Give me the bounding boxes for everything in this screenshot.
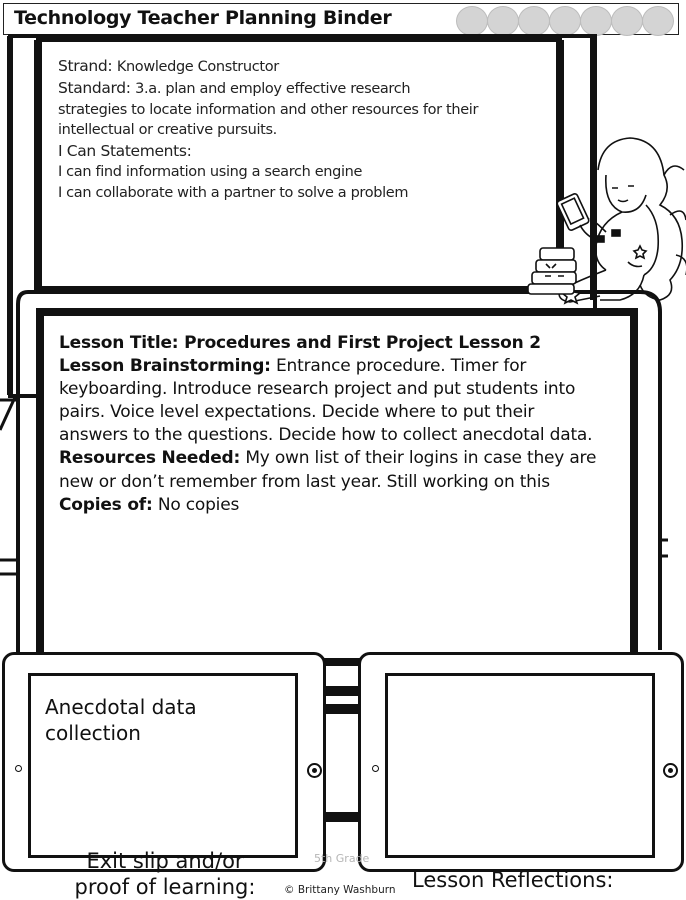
resources-label: Resources Needed:: [59, 448, 241, 469]
lesson-reflections-caption: Lesson Reflections:: [412, 868, 614, 892]
brainstorm-label: Lesson Brainstorming:: [59, 356, 271, 377]
standard-row: [58, 78, 553, 100]
home-button-icon: [663, 763, 678, 778]
exit-slip-line2: proof of learning:: [74, 875, 256, 899]
ican-item: I can find information using a search engine: [58, 163, 363, 180]
copyright-text: © Brittany Washburn: [284, 884, 396, 896]
lesson-copies: [59, 494, 604, 517]
lesson-block: [59, 332, 604, 517]
lesson-title: Lesson Title: Procedures and First Project Lesson 2: [59, 333, 541, 353]
home-button-icon: [307, 763, 322, 778]
camera-icon: [372, 765, 379, 772]
lesson-resources: [59, 447, 604, 493]
strand-value: Knowledge Constructor: [116, 59, 279, 75]
strand-label: Strand:: [58, 57, 113, 75]
standard-value-line3: intellectual or creative pursuits.: [58, 122, 277, 139]
camera-icon: [15, 765, 22, 772]
strand-row: [58, 56, 553, 78]
exit-slip-caption: [60, 848, 270, 900]
copies-text: No copies: [157, 494, 240, 515]
anecdotal-data-collection: Anecdotal data collection: [45, 695, 197, 745]
resources-text: My own list of their logins in case they are new or don’t remember from last year. Still working on this: [59, 448, 597, 492]
copies-label: Copies of:: [59, 494, 153, 515]
standard-value-line1: 3.a. plan and employ effective research: [135, 80, 411, 97]
lesson-brainstorming: [59, 355, 604, 447]
page-title: Technology Teacher Planning Binder: [14, 7, 392, 29]
exit-slip-line1: Exit slip and/or: [86, 849, 244, 873]
standard-label: Standard:: [58, 78, 131, 97]
standards-block: [58, 56, 553, 204]
brainstorm-text: Entrance procedure. Timer for keyboarding. Introduce research project and put students into pairs. Voice level expectations. Decide where to put their answers to the questions. Decide how to collect anecdotal data.: [59, 356, 593, 446]
grade-label: 5th Grade: [314, 852, 370, 865]
ican-label: I Can Statements:: [58, 142, 192, 161]
ican-item: I can collaborate with a partner to solve a problem: [58, 184, 409, 201]
standard-value-line2: strategies to locate information and other resources for their: [58, 101, 479, 118]
right-tablet-screen: [385, 673, 655, 858]
